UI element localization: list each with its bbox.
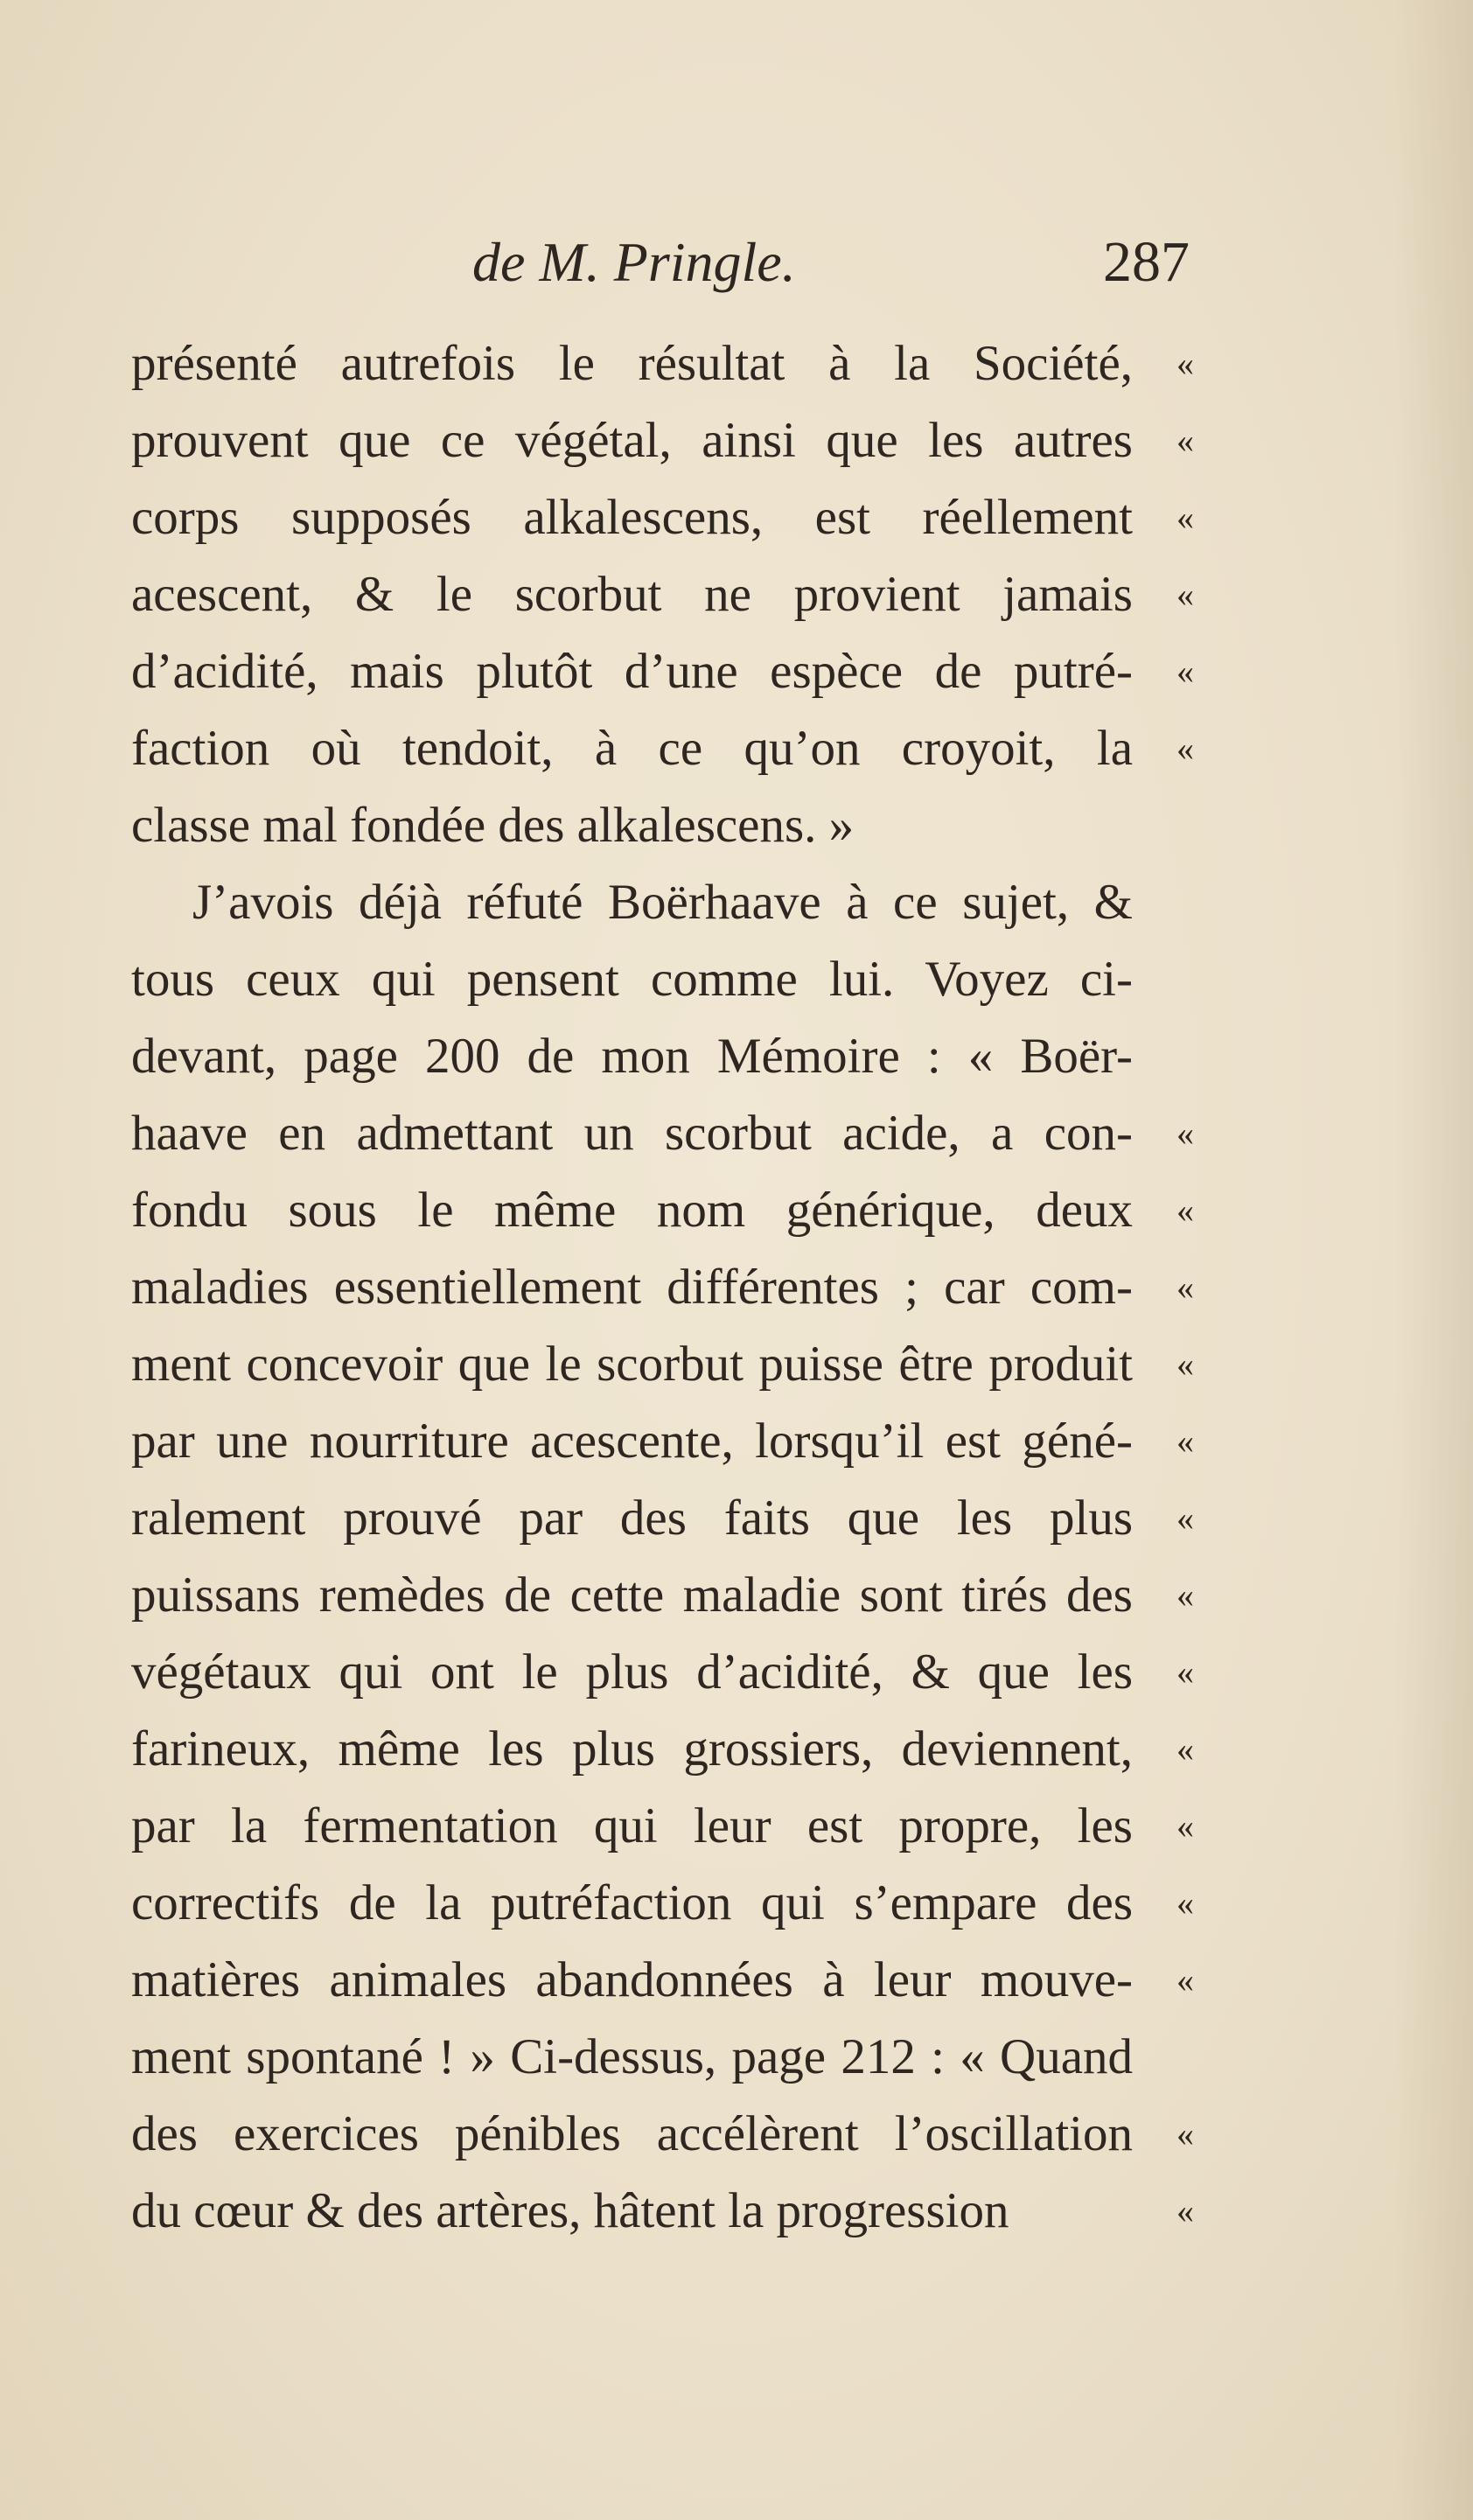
text-line [131,1095,1194,1172]
guillemet-mark: « [1176,2191,1194,2230]
text-line [131,556,1194,633]
text-line [131,325,1194,402]
page-number: 287 [1103,230,1190,294]
guillemet-mark: « [1176,1729,1194,1769]
guillemet-mark: « [1176,2114,1194,2154]
guillemet-mark: « [1176,1344,1194,1384]
line-text: végétaux qui ont le plus d’acidité, & que les [131,1644,1133,1700]
line-text: matières animales abandonnées à leur mouve- [131,1952,1133,2007]
text-line [131,710,1194,787]
text-line [131,1711,1194,1788]
line-text: ralement prouvé par des faits que les plus [131,1490,1133,1546]
line-text: correctifs de la putréfaction qui s’empare des [131,1875,1133,1930]
text-line [131,1249,1194,1326]
line-text: classe mal fondée des alkalescens. » [131,798,855,853]
guillemet-mark: « [1176,1883,1194,1923]
line-text: puissans remèdes de cette maladie sont tirés des [131,1567,1133,1623]
guillemet-mark: « [1176,1806,1194,1846]
body-text [131,325,1194,2250]
guillemet-mark: « [1176,1960,1194,2000]
guillemet-mark: « [1176,1113,1194,1153]
line-text: présenté autrefois le résultat à la Société, [131,336,1133,391]
line-text: ment spontané ! » Ci-dessus, page 212 : « Quand [131,2029,1133,2084]
guillemet-mark: « [1176,421,1194,460]
text-line [131,633,1194,710]
guillemet-mark: « [1176,1267,1194,1307]
text-line [131,2096,1194,2173]
guillemet-mark: « [1176,729,1194,768]
text-line [131,1942,1194,2019]
page-edge-shadow [1394,0,1473,2520]
text-line [131,1634,1194,1711]
line-text: haave en admettant un scorbut acide, a con- [131,1106,1133,1161]
line-text: des exercices pénibles accélèrent l’oscillation [131,2106,1133,2161]
text-line [131,1865,1194,1942]
text-line [131,1557,1194,1634]
text-line [131,941,1194,1018]
running-head [131,223,1190,302]
line-text: par la fermentation qui leur est propre, les [131,1798,1133,1853]
guillemet-mark: « [1176,1575,1194,1615]
text-line [131,1172,1194,1249]
text-line [131,402,1194,479]
text-line [131,1326,1194,1403]
guillemet-mark: « [1176,1190,1194,1230]
guillemet-mark: « [1176,1498,1194,1538]
text-line [131,787,1194,864]
text-line [131,1788,1194,1865]
guillemet-mark: « [1176,652,1194,691]
guillemet-mark: « [1176,1652,1194,1692]
line-text: d’acidité, mais plutôt d’une espèce de putré- [131,644,1133,699]
line-text: acescent, & le scorbut ne provient jamais [131,567,1133,622]
line-text: faction où tendoit, à ce qu’on croyoit, la [131,721,1133,776]
line-text: du cœur & des artères, hâtent la progression [131,2183,1009,2238]
line-text: farineux, même les plus grossiers, deviennent, [131,1721,1133,1777]
guillemet-mark: « [1176,498,1194,537]
line-text: devant, page 200 de mon Mémoire : « Boër- [131,1029,1133,1084]
line-text: corps supposés alkalescens, est réellement [131,490,1133,545]
text-line [131,2019,1194,2096]
guillemet-mark: « [1176,575,1194,614]
line-text: fondu sous le même nom générique, deux [131,1183,1133,1238]
line-text: ment concevoir que le scorbut puisse être produit [131,1337,1133,1392]
text-line [131,1018,1194,1095]
line-text: J’avois déjà réfuté Boërhaave à ce sujet, & [192,875,1133,930]
line-text: maladies essentiellement différentes ; car com- [131,1260,1133,1315]
guillemet-mark: « [1176,344,1194,383]
line-text: par une nourriture acescente, lorsqu’il est géné- [131,1414,1133,1469]
running-head-title: de M. Pringle. [472,231,796,293]
text-line [131,2173,1194,2250]
text-line [131,1403,1194,1480]
text-line [131,479,1194,556]
guillemet-mark: « [1176,1421,1194,1461]
text-line [131,1480,1194,1557]
line-text: prouvent que ce végétal, ainsi que les autres [131,413,1133,468]
line-text: tous ceux qui pensent comme lui. Voyez ci- [131,952,1133,1007]
text-line [131,864,1194,941]
